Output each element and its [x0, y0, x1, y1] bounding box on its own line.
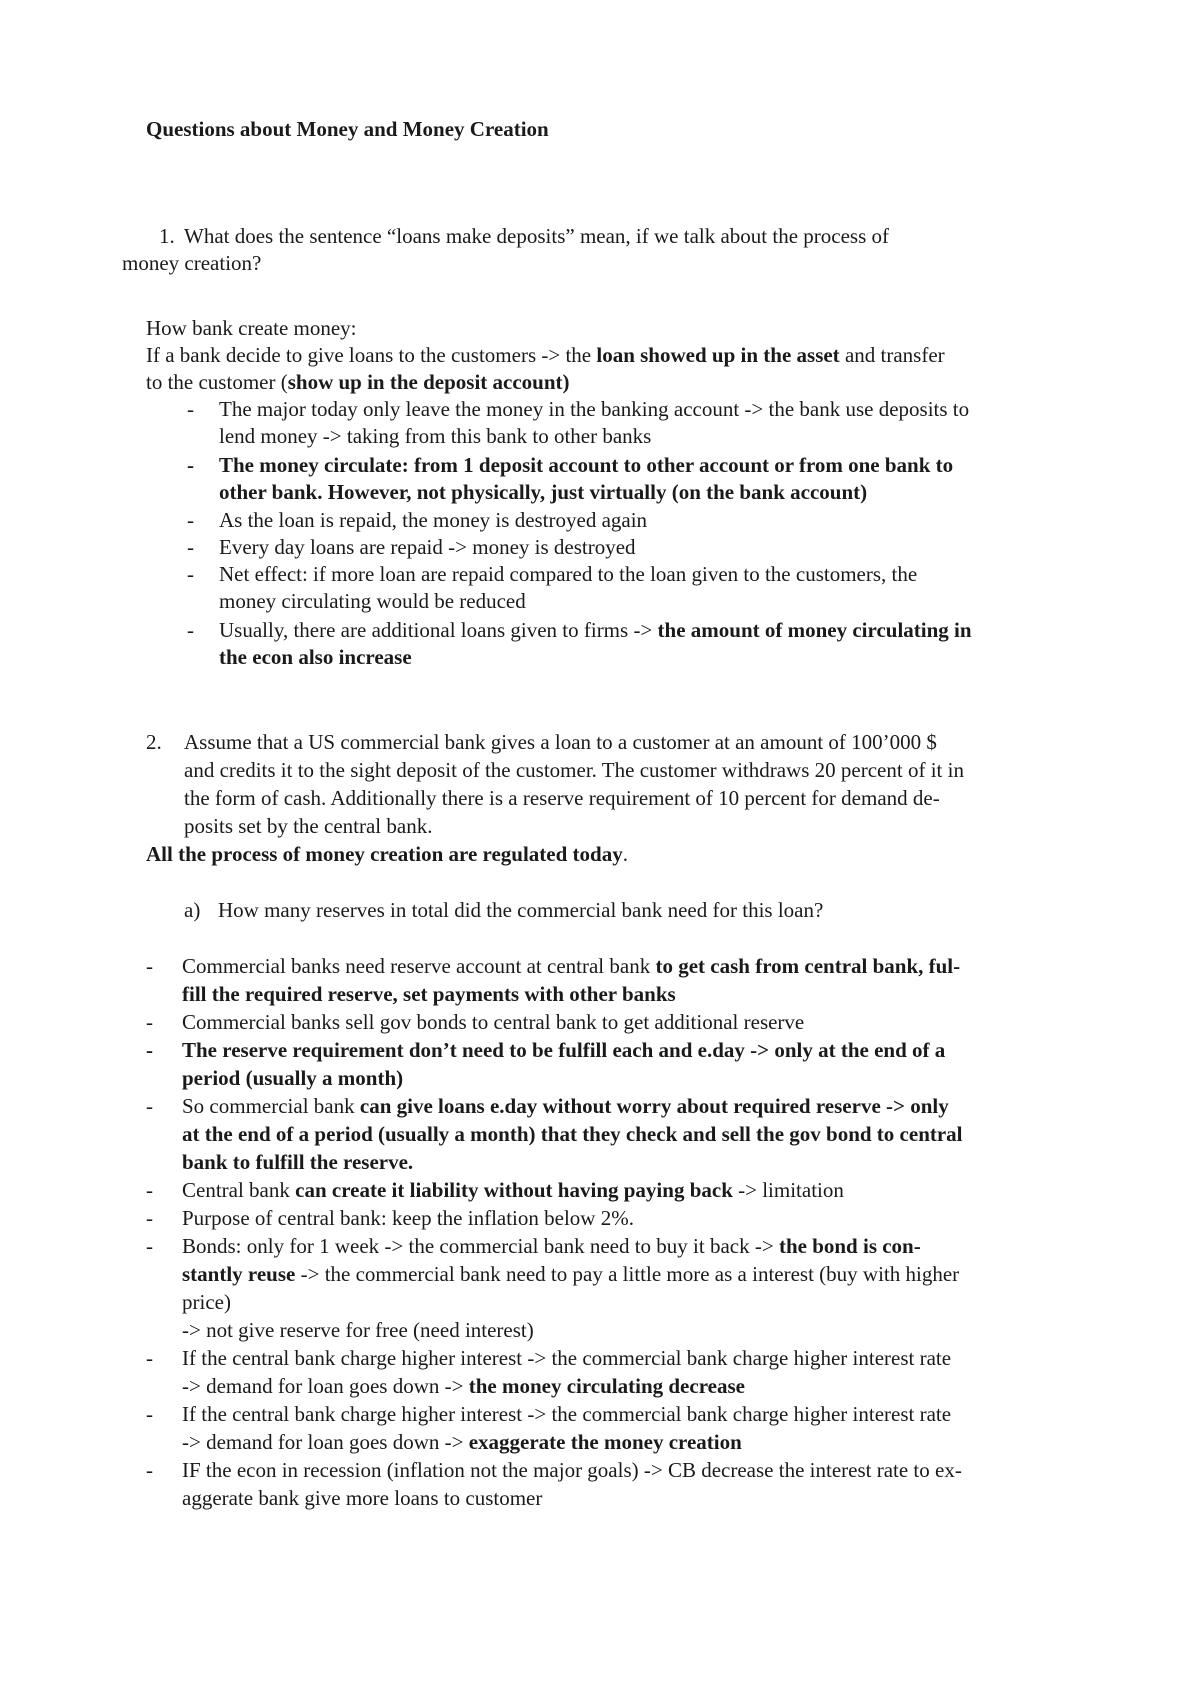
bullet-dash: -: [146, 1178, 153, 1202]
answer-text: If the central bank charge higher interest -> the commercial bank charge higher interest rate: [182, 1402, 952, 1426]
bullet-dash: -: [187, 618, 194, 642]
question-text: money creation?: [122, 251, 262, 275]
bullet-dash: -: [146, 1094, 153, 1118]
answer-text: Commercial banks need reserve account at central bank to get cash from central bank, ful-: [182, 954, 961, 978]
question-text: posits set by the central bank.: [184, 814, 433, 838]
answer-text: period (usually a month): [182, 1066, 404, 1090]
answer-text: The reserve requirement don’t need to be fulfill each and e.day -> only at the end of a: [182, 1038, 946, 1062]
bullet-dash: -: [146, 1458, 153, 1482]
bullet-dash: -: [146, 1206, 153, 1230]
bullet-dash: -: [187, 562, 194, 586]
bullet-dash: -: [187, 397, 194, 421]
answer-text: bank to fulfill the reserve.: [182, 1150, 414, 1174]
question-text: Assume that a US commercial bank gives a loan to a customer at an amount of 100’000 $: [184, 730, 937, 754]
answer-text: price): [182, 1290, 231, 1314]
answer-text: Commercial banks sell gov bonds to central bank to get additional reserve: [182, 1010, 805, 1034]
section-heading: How bank create money:: [146, 316, 357, 340]
bullet-dash: -: [146, 1010, 153, 1034]
bullet-text: other bank. However, not physically, just virtually (on the bank account): [219, 480, 868, 504]
bullet-text: The major today only leave the money in the banking account -> the bank use deposits to: [219, 397, 970, 421]
bullet-dash: -: [146, 1234, 153, 1258]
answer-text: So commercial bank can give loans e.day without worry about required reserve -> only: [182, 1094, 949, 1118]
answer-text: Central bank can create it liability without having paying back -> limitation: [182, 1178, 844, 1202]
answer-text: at the end of a period (usually a month) that they check and sell the gov bond to central: [182, 1122, 963, 1146]
bullet-dash: -: [187, 508, 194, 532]
bullet-dash: -: [187, 453, 194, 477]
bullet-text: money circulating would be reduced: [219, 589, 526, 613]
question-text: the form of cash. Additionally there is a reserve requirement of 10 percent for demand de-: [184, 786, 940, 810]
answer-text: Purpose of central bank: keep the inflation below 2%.: [182, 1206, 634, 1230]
subquestion-text: How many reserves in total did the commercial bank need for this loan?: [218, 898, 824, 922]
answer-text: -> demand for loan goes down -> the money circulating decrease: [182, 1374, 745, 1398]
regulated-note: All the process of money creation are regulated today.: [146, 842, 628, 866]
question-text: What does the sentence “loans make deposits” mean, if we talk about the process of: [184, 224, 890, 248]
answer-text: fill the required reserve, set payments with other banks: [182, 982, 676, 1006]
answer-text: Bonds: only for 1 week -> the commercial bank need to buy it back -> the bond is con-: [182, 1234, 921, 1258]
bullet-dash: -: [146, 1346, 153, 1370]
bullet-dash: -: [146, 954, 153, 978]
bullet-text: The money circulate: from 1 deposit account to other account or from one bank to: [219, 453, 954, 477]
bullet-text: the econ also increase: [219, 645, 412, 669]
question-text: and credits it to the sight deposit of the customer. The customer withdraws 20 percent of it in: [184, 758, 964, 782]
answer-text: -> not give reserve for free (need interest): [182, 1318, 534, 1342]
bullet-dash: -: [187, 535, 194, 559]
paragraph-line: to the customer (show up in the deposit account): [146, 370, 570, 394]
bullet-text: Net effect: if more loan are repaid compared to the loan given to the customers, the: [219, 562, 918, 586]
bullet-text: Usually, there are additional loans given to firms -> the amount of money circulating in: [219, 618, 972, 642]
question-number: 1.: [159, 224, 175, 248]
answer-text: IF the econ in recession (inflation not the major goals) -> CB decrease the interest rate to ex-: [182, 1458, 962, 1482]
answer-text: -> demand for loan goes down -> exaggerate the money creation: [182, 1430, 742, 1454]
bullet-text: lend money -> taking from this bank to other banks: [219, 424, 652, 448]
answer-text: aggerate bank give more loans to customer: [182, 1486, 543, 1510]
subquestion-label: a): [184, 898, 201, 922]
answer-text: If the central bank charge higher interest -> the commercial bank charge higher interest rate: [182, 1346, 952, 1370]
bullet-text: Every day loans are repaid -> money is destroyed: [219, 535, 636, 559]
bullet-dash: -: [146, 1038, 153, 1062]
bullet-dash: -: [146, 1402, 153, 1426]
answer-text: stantly reuse -> the commercial bank need to pay a little more as a interest (buy with higher: [182, 1262, 960, 1286]
question-number: 2.: [146, 730, 162, 754]
bullet-text: As the loan is repaid, the money is destroyed again: [219, 508, 648, 532]
paragraph-line: If a bank decide to give loans to the customers -> the loan showed up in the asset and transfer: [146, 343, 945, 367]
document-title: Questions about Money and Money Creation: [146, 117, 549, 141]
